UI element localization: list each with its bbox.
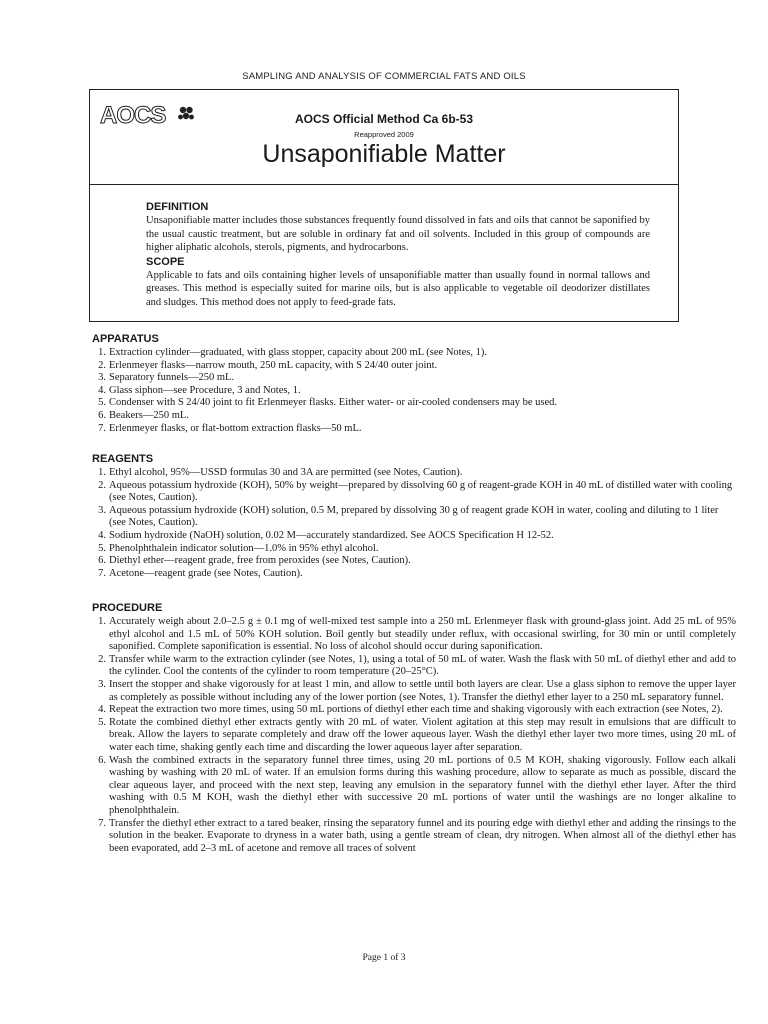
item-text: Accurately weigh about 2.0–2.5 g ± 0.1 mg of well-mixed test sample into a 250 mL Erlenmeyer flask with ground-glass joint. Add 25 mL of 95% ethyl alcohol and 1.5 mL of 50% KOH solution. Boil gently but steadily under reflux, with occasional swirling, for 30 min or until completely saponified. Complete saponification is essential. No loss of alcohol should occur during saponification. <box>109 616 736 653</box>
list-item <box>92 530 736 543</box>
list-item <box>92 385 736 398</box>
page-number: Page 1 of 3 <box>362 953 406 963</box>
list-item <box>92 679 736 704</box>
item-number: 7. <box>98 567 106 579</box>
list-item <box>92 616 736 654</box>
item-text: Transfer while warm to the extraction cylinder (see Notes, 1), using a total of 50 mL of water. Wash the flask with 50 mL of diethyl ether and add to the cylinder. Cool the contents of the cylinder to room temperature (20–25°C). <box>109 653 736 678</box>
item-text: Repeat the extraction two more times, using 50 mL portions of diethyl ether each time and shaking vigorously with each extraction (see Notes, 2). <box>109 704 723 716</box>
list-item <box>92 755 736 818</box>
list-item <box>92 555 736 568</box>
item-number: 5. <box>98 397 106 409</box>
item-text: Transfer the diethyl ether extract to a tared beaker, rinsing the separatory funnel and its pouring edge with diethyl ether and adding the rinsings to the solution in the beaker. Evaporate to dryness in a water bath, using a gentle stream of clean, dry nitrogen. When almost all of the diethyl ether has been evaporated, add 2–3 mL of acetone and remove all traces of solvent <box>109 817 736 854</box>
method-number: AOCS Official Method Ca 6b-53 <box>294 112 474 126</box>
item-number: 4. <box>98 704 106 716</box>
item-text: Rotate the combined diethyl ether extracts gently with 20 mL of water. Violent agitation at this step may result in emulsions that are difficult to break. Allow the layers to separate completely and draw off the lower aqueous layer. Wash the diethyl ether layer two more times, using 20 mL of water each time, shaking gently each time and discarding the lower aqueous layer after separation. <box>109 716 736 753</box>
item-text: Wash the combined extracts in the separatory funnel three times, using 20 mL portions of 0.5 M KOH, shaking vigorously. Follow each alkali washing by washing with 20 mL of water. If an emulsion forms during this washing procedure, allow to separate as much as possible, discard the clear aqueous layer, and proceed with the next step, leaving any emulsion in the separatory funnel with the diethyl ether layer. After the third washing with 0.5 M KOH, wash the diethyl ether with successive 20 mL portions of water until the washings are no longer alkaline to phenolphthalein. <box>109 754 736 816</box>
item-number: 5. <box>98 542 106 554</box>
item-text: Ethyl alcohol, 95%—USSD formulas 30 and 3A are permitted (see Notes, Caution). <box>109 467 463 478</box>
reapproved-date: Reapproved 2009 <box>354 130 414 139</box>
aocs-logo: AOCS <box>100 102 166 129</box>
apparatus-heading: APPARATUS <box>92 333 159 345</box>
item-number: 6. <box>98 555 106 567</box>
reagents-heading: REAGENTS <box>92 453 154 465</box>
item-text: Glass siphon—see Procedure, 3 and Notes, 1. <box>109 384 301 396</box>
list-item <box>92 505 736 530</box>
item-text: Erlenmeyer flasks—narrow mouth, 250 mL capacity, with S 24/40 outer joint. <box>109 359 438 371</box>
apparatus-section <box>92 333 736 435</box>
list-item <box>92 423 736 436</box>
item-text: Condenser with S 24/40 joint to fit Erlenmeyer flasks. Either water- or air-cooled condensers may be used. <box>109 397 558 409</box>
item-number: 1. <box>98 467 106 478</box>
item-text: Aqueous potassium hydroxide (KOH), 50% by weight—prepared by dissolving 60 g of reagent-grade KOH in 40 mL of distilled water with cooling (see Notes, Caution). <box>109 479 733 504</box>
list-item <box>92 410 736 423</box>
item-number: 1. <box>98 616 106 627</box>
item-number: 7. <box>98 817 106 829</box>
item-number: 4. <box>98 384 106 396</box>
item-text: Extraction cylinder—graduated, with glass stopper, capacity about 200 mL (see Notes, 1). <box>109 347 487 358</box>
list-item <box>92 717 736 755</box>
list-item <box>92 704 736 717</box>
item-number: 3. <box>98 678 106 690</box>
document-title: Unsaponifiable Matter <box>262 140 506 168</box>
item-text: Aqueous potassium hydroxide (KOH) solution, 0.5 M, prepared by dissolving 30 g of reagent grade KOH in water, cooling and diluting to 1 liter (see Notes, Caution). <box>109 504 719 529</box>
scope-heading: SCOPE <box>146 255 185 268</box>
list-item <box>92 347 736 360</box>
list-item <box>92 818 736 856</box>
item-text: Insert the stopper and shake vigorously for at least 1 min, and allow to settle until both layers are clear. Use a glass siphon to remove the upper layer as completely as possible without including any of the lower portion (see Notes, 1). Transfer the diethyl ether layer to a 250 mL separatory funnel. <box>109 678 736 703</box>
scope-text: Applicable to fats and oils containing higher levels of unsaponifiable matter than usually found in normal tallows and greases. This method is especially suited for marine oils, but is also applicable to vegetable oil deodorizer distillates and sludges. This method does not apply to feed-grade fats. <box>146 269 650 308</box>
item-text: Separatory funnels—250 mL. <box>109 372 235 384</box>
list-item <box>92 480 736 505</box>
running-head: SAMPLING AND ANALYSIS OF COMMERCIAL FATS AND OILS <box>242 71 526 82</box>
item-number: 1. <box>98 347 106 358</box>
item-text: Acetone—reagent grade (see Notes, Caution). <box>109 567 303 579</box>
definition-scope-box <box>89 185 679 322</box>
item-text: Erlenmeyer flasks, or flat-bottom extraction flasks—50 mL. <box>109 422 362 434</box>
item-number: 6. <box>98 409 106 421</box>
list-item <box>92 654 736 679</box>
item-number: 2. <box>98 479 106 491</box>
item-number: 3. <box>98 504 106 516</box>
item-text: Phenolphthalein indicator solution—1.0% in 95% ethyl alcohol. <box>109 542 379 554</box>
procedure-list <box>92 616 736 855</box>
list-item <box>92 543 736 556</box>
reagents-list <box>92 467 736 580</box>
item-number: 2. <box>98 359 106 371</box>
list-item <box>92 568 736 581</box>
definition-text: Unsaponifiable matter includes those substances frequently found dissolved in fats and oils that cannot be saponified by the usual caustic treatment, but are soluble in ordinary fat and oil solvents. Included in this group of compounds are higher aliphatic alcohols, sterols, pigments, and hydrocarbons. <box>146 215 650 253</box>
apparatus-list <box>92 347 736 435</box>
reagents-section <box>92 453 736 580</box>
list-item <box>92 467 736 480</box>
list-item <box>92 360 736 373</box>
item-number: 7. <box>98 422 106 434</box>
item-text: Sodium hydroxide (NaOH) solution, 0.02 M—accurately standardized. See AOCS Specification H 12-52. <box>109 529 554 541</box>
list-item <box>92 397 736 410</box>
item-number: 5. <box>98 716 106 728</box>
item-text: Beakers—250 mL. <box>109 409 189 421</box>
item-number: 3. <box>98 372 106 384</box>
method-header-box <box>89 89 679 185</box>
item-number: 6. <box>98 754 106 766</box>
item-text: Diethyl ether—reagent grade, free from peroxides (see Notes, Caution). <box>109 555 411 567</box>
item-number: 2. <box>98 653 106 665</box>
definition-heading: DEFINITION <box>146 201 209 213</box>
item-number: 4. <box>98 529 106 541</box>
procedure-section <box>92 602 736 855</box>
procedure-heading: PROCEDURE <box>92 602 163 614</box>
list-item <box>92 372 736 385</box>
